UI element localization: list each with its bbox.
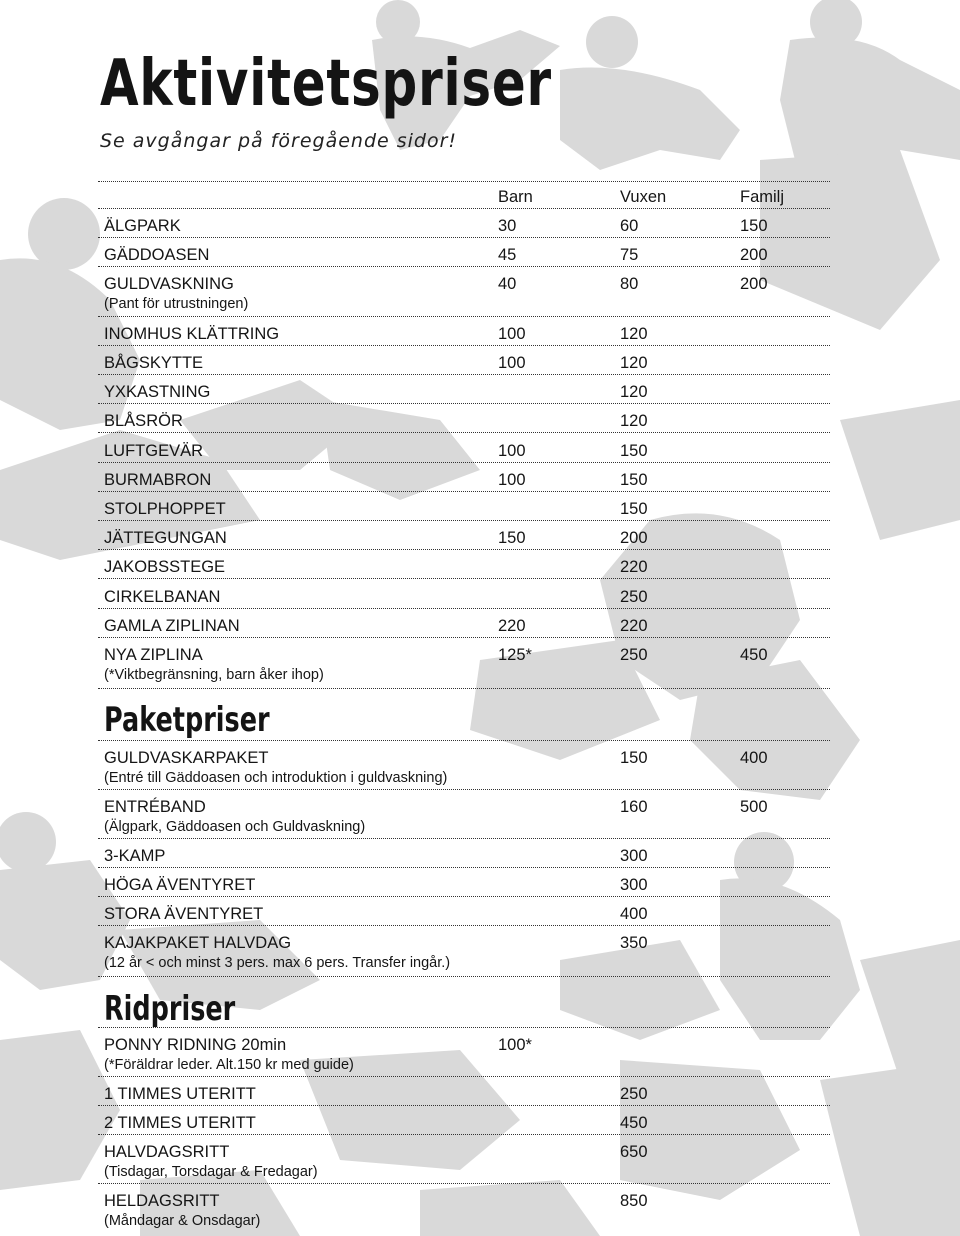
activity-note: (12 år < och minst 3 pers. max 6 pers. Transfer ingår.) — [104, 955, 451, 971]
activity-name: JAKOBSSTEGE — [104, 558, 226, 576]
price-barn: 100 — [498, 471, 526, 489]
price-row — [104, 1141, 824, 1163]
dotted-divider — [98, 608, 830, 609]
activity-name: 3-KAMP — [104, 847, 166, 865]
column-header-familj: Familj — [740, 188, 784, 206]
price-row — [104, 747, 824, 769]
activity-name: KAJAKPAKET HALVDAG — [104, 934, 292, 952]
price-familj: 400 — [740, 749, 768, 767]
price-row — [104, 1190, 824, 1212]
price-row — [104, 845, 824, 867]
activity-note: (Tisdagar, Torsdagar & Fredagar) — [104, 1164, 318, 1180]
price-barn: 30 — [498, 217, 517, 235]
price-row — [104, 469, 824, 491]
price-row — [104, 1112, 824, 1134]
price-vuxen: 200 — [620, 529, 648, 547]
activity-name: GÄDDOASEN — [104, 246, 210, 264]
price-row — [104, 615, 824, 637]
dotted-divider — [98, 896, 830, 897]
price-familj: 450 — [740, 646, 768, 664]
activity-name: INOMHUS KLÄTTRING — [104, 325, 280, 343]
price-vuxen: 350 — [620, 934, 648, 952]
price-barn: 100 — [498, 442, 526, 460]
activity-name: CIRKELBANAN — [104, 588, 221, 606]
dotted-divider — [98, 789, 830, 790]
activity-note: (Pant för utrustningen) — [104, 296, 249, 312]
dotted-divider — [98, 688, 830, 689]
price-row — [104, 381, 824, 403]
price-vuxen: 400 — [620, 905, 648, 923]
activity-name: 2 TIMMES UTERITT — [104, 1114, 256, 1132]
dotted-divider — [98, 520, 830, 521]
price-row — [104, 1034, 824, 1056]
price-row — [104, 586, 824, 608]
price-row — [104, 273, 824, 295]
price-vuxen: 150 — [620, 500, 648, 518]
price-familj: 500 — [740, 798, 768, 816]
price-vuxen: 250 — [620, 1085, 648, 1103]
price-familj: 200 — [740, 246, 768, 264]
price-vuxen: 120 — [620, 412, 648, 430]
price-vuxen: 220 — [620, 617, 648, 635]
price-vuxen: 650 — [620, 1143, 648, 1161]
price-vuxen: 160 — [620, 798, 648, 816]
activity-name: ENTRÉBAND — [104, 798, 206, 816]
activity-note: (Älgpark, Gäddoasen och Guldvaskning) — [104, 819, 366, 835]
price-vuxen: 150 — [620, 471, 648, 489]
price-vuxen: 220 — [620, 558, 648, 576]
price-familj: 200 — [740, 275, 768, 293]
price-row — [104, 215, 824, 237]
activity-name: HÖGA ÄVENTYRET — [104, 876, 256, 894]
price-vuxen: 450 — [620, 1114, 648, 1132]
dotted-divider — [98, 181, 830, 182]
activity-name: GULDVASKARPAKET — [104, 749, 269, 767]
price-barn: 45 — [498, 246, 517, 264]
price-barn: 100 — [498, 325, 526, 343]
activity-name: 1 TIMMES UTERITT — [104, 1085, 256, 1103]
dotted-divider — [98, 867, 830, 868]
activity-name: BURMABRON — [104, 471, 212, 489]
dotted-divider — [98, 1134, 830, 1135]
activity-name: BLÅSRÖR — [104, 412, 183, 430]
activity-name: LUFTGEVÄR — [104, 442, 204, 460]
dotted-divider — [98, 740, 830, 741]
dotted-divider — [98, 1183, 830, 1184]
dotted-divider — [98, 237, 830, 238]
activity-name: NYA ZIPLINA — [104, 646, 203, 664]
price-barn: 40 — [498, 275, 517, 293]
price-row — [104, 556, 824, 578]
price-row — [104, 527, 824, 549]
activity-name: GULDVASKNING — [104, 275, 234, 293]
price-row — [104, 323, 824, 345]
activity-name: STOLPHOPPET — [104, 500, 226, 518]
price-barn: 220 — [498, 617, 526, 635]
price-vuxen: 850 — [620, 1192, 648, 1210]
activity-note: (*Föräldrar leder. Alt.150 kr med guide) — [104, 1057, 354, 1073]
dotted-divider — [98, 491, 830, 492]
price-row — [104, 244, 824, 266]
price-row — [104, 796, 824, 818]
riding-title: Ridpriser — [104, 989, 236, 1029]
price-row — [104, 1083, 824, 1105]
activity-note: (*Viktbegränsning, barn åker ihop) — [104, 667, 324, 683]
price-row — [104, 874, 824, 896]
dotted-divider — [98, 316, 830, 317]
column-header-vuxen: Vuxen — [620, 188, 667, 206]
activity-name: STORA ÄVENTYRET — [104, 905, 264, 923]
price-vuxen: 250 — [620, 646, 648, 664]
column-header-row — [104, 186, 824, 208]
dotted-divider — [98, 374, 830, 375]
dotted-divider — [98, 838, 830, 839]
dotted-divider — [98, 637, 830, 638]
activity-note: (Måndagar & Onsdagar) — [104, 1213, 261, 1229]
price-barn: 150 — [498, 529, 526, 547]
activity-name: ÄLGPARK — [104, 217, 181, 235]
activity-name: BÅGSKYTTE — [104, 354, 204, 372]
price-vuxen: 60 — [620, 217, 639, 235]
activity-name: JÄTTEGUNGAN — [104, 529, 227, 547]
price-barn: 100 — [498, 354, 526, 372]
price-familj: 150 — [740, 217, 768, 235]
price-row — [104, 410, 824, 432]
activity-name: HALVDAGSRITT — [104, 1143, 230, 1161]
dotted-divider — [98, 208, 830, 209]
price-vuxen: 300 — [620, 876, 648, 894]
price-row — [104, 352, 824, 374]
activity-note: (Entré till Gäddoasen och introduktion i guldvaskning) — [104, 770, 448, 786]
page-title: Aktivitetspriser — [100, 47, 552, 121]
price-vuxen: 150 — [620, 442, 648, 460]
dotted-divider — [98, 403, 830, 404]
dotted-divider — [98, 462, 830, 463]
packages-title: Paketpriser — [104, 700, 270, 740]
dotted-divider — [98, 578, 830, 579]
price-vuxen: 150 — [620, 749, 648, 767]
dotted-divider — [98, 1027, 830, 1028]
price-vuxen: 120 — [620, 325, 648, 343]
price-vuxen: 120 — [620, 383, 648, 401]
price-row — [104, 644, 824, 666]
tagline: Se avgångar på föregående sidor! — [100, 130, 458, 152]
price-vuxen: 75 — [620, 246, 639, 264]
price-row — [104, 440, 824, 462]
column-header-barn: Barn — [498, 188, 533, 206]
activity-name: HELDAGSRITT — [104, 1192, 220, 1210]
dotted-divider — [98, 1076, 830, 1077]
dotted-divider — [98, 266, 830, 267]
dotted-divider — [98, 345, 830, 346]
price-row — [104, 903, 824, 925]
price-barn: 100* — [498, 1036, 532, 1054]
activity-name: YXKASTNING — [104, 383, 211, 401]
activity-name: PONNY RIDNING 20min — [104, 1036, 287, 1054]
dotted-divider — [98, 1105, 830, 1106]
price-vuxen: 80 — [620, 275, 639, 293]
price-barn: 125* — [498, 646, 532, 664]
activity-name: GAMLA ZIPLINAN — [104, 617, 240, 635]
dotted-divider — [98, 549, 830, 550]
dotted-divider — [98, 432, 830, 433]
dotted-divider — [98, 976, 830, 977]
dotted-divider — [98, 925, 830, 926]
price-vuxen: 120 — [620, 354, 648, 372]
price-row — [104, 498, 824, 520]
price-row — [104, 932, 824, 954]
price-vuxen: 250 — [620, 588, 648, 606]
price-vuxen: 300 — [620, 847, 648, 865]
